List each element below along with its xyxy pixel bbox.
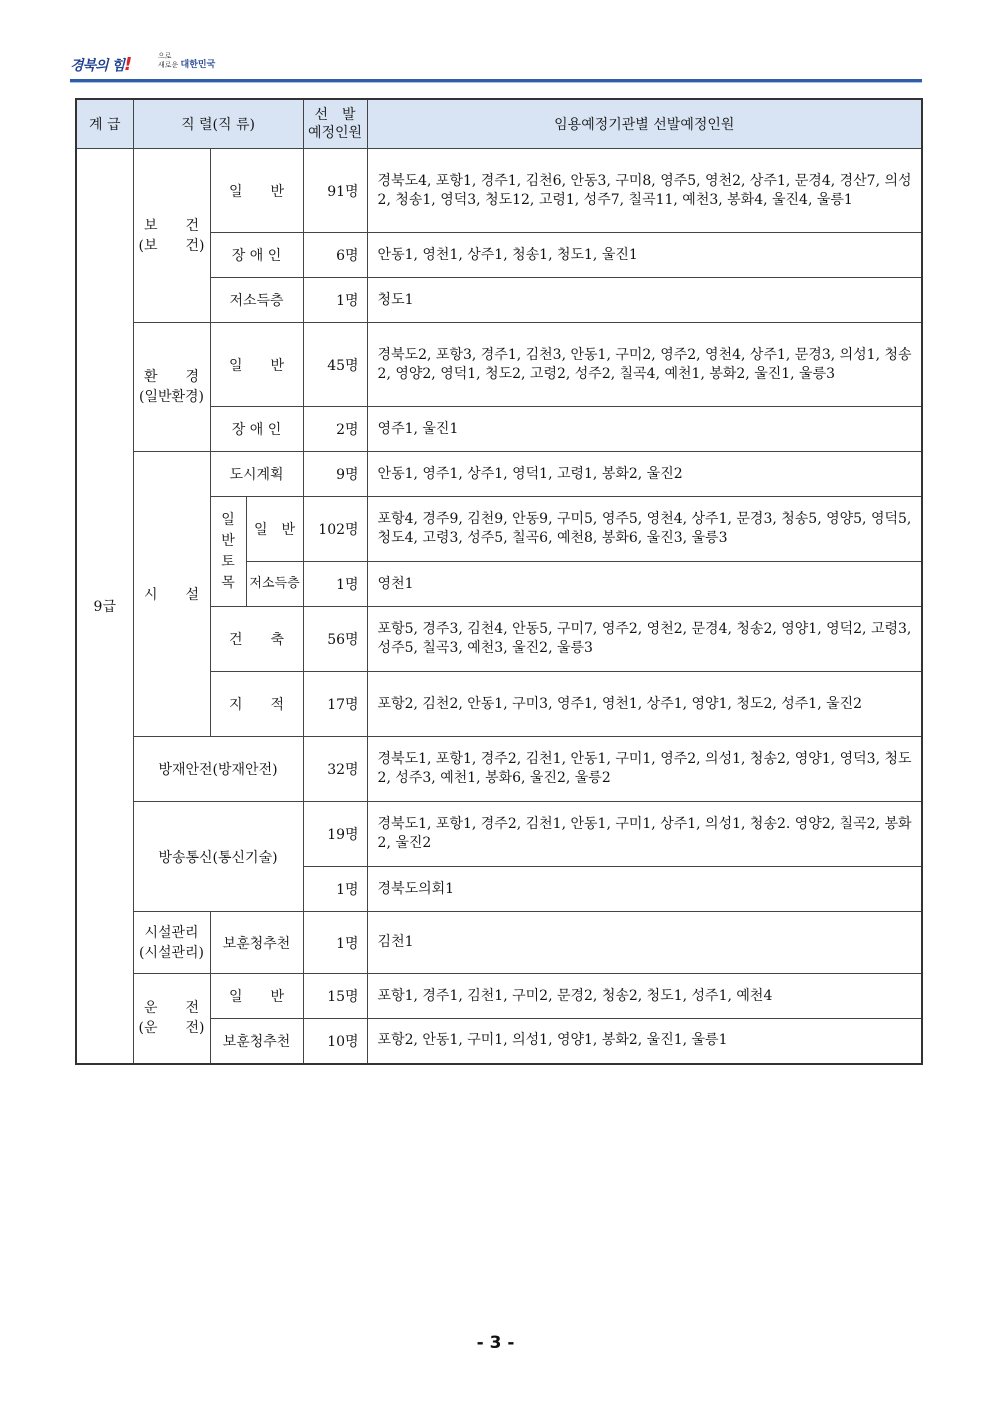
count-cell: 56명 xyxy=(303,607,367,672)
count-cell: 32명 xyxy=(303,737,367,802)
count-cell: 9명 xyxy=(303,452,367,497)
sub-cell: 건 축 xyxy=(210,607,303,672)
agencies-cell: 경북도4, 포항1, 경주1, 김천6, 안동3, 구미8, 영주5, 영천2, 상주1, 문경4, 경산7, 의성2, 청송1, 영덕3, 청도12, 고령1, 성주7, 칠곡11, 예천3, 봉화4, 울진4, 울릉1 xyxy=(367,149,922,233)
table-row xyxy=(76,737,922,802)
sub-cell: 보훈청추천 xyxy=(210,912,303,974)
page-number: - 3 - xyxy=(476,1333,515,1353)
agencies-cell: 안동1, 영주1, 상주1, 영덕1, 고령1, 봉화2, 울진2 xyxy=(367,452,922,497)
agencies-cell: 안동1, 영천1, 상주1, 청송1, 청도1, 울진1 xyxy=(367,233,922,278)
table-row xyxy=(76,802,922,867)
agencies-cell: 포항1, 경주1, 김천1, 구미2, 문경2, 청송2, 청도1, 성주1, 예천4 xyxy=(367,974,922,1019)
count-cell: 15명 xyxy=(303,974,367,1019)
recruitment-table xyxy=(75,98,923,1065)
agencies-cell: 포항2, 안동1, 구미1, 의성1, 영양1, 봉화2, 울진1, 울릉1 xyxy=(367,1019,922,1064)
sub-cell: 일 반 xyxy=(246,497,303,562)
agencies-cell: 김천1 xyxy=(367,912,922,974)
sub-cell: 도시계획 xyxy=(210,452,303,497)
group-unjeon: 운 전 (운 전) xyxy=(133,974,210,1064)
header-count: 선 발 예정인원 xyxy=(303,99,367,149)
agencies-cell: 영주1, 울진1 xyxy=(367,407,922,452)
sub-cell: 일 반 xyxy=(210,974,303,1019)
table-header-row xyxy=(76,99,922,149)
table-row xyxy=(76,149,922,233)
sub-cell: 저소득층 xyxy=(210,278,303,323)
table-row xyxy=(76,974,922,1019)
count-cell: 1명 xyxy=(303,562,367,607)
logo-small: 으로 새로운 대한민국 xyxy=(158,52,216,70)
count-cell: 10명 xyxy=(303,1019,367,1064)
count-cell: 1명 xyxy=(303,278,367,323)
header-agencies: 임용예정기관별 선발예정인원 xyxy=(367,99,922,149)
count-cell: 2명 xyxy=(303,407,367,452)
sub-cell: 일 반 xyxy=(210,149,303,233)
count-cell: 91명 xyxy=(303,149,367,233)
agencies-cell: 경북도1, 포항1, 경주2, 김천1, 안동1, 구미1, 상주1, 의성1, 청송2. 영양2, 칠곡2, 봉화2, 울진2 xyxy=(367,802,922,867)
sub-cell: 장 애 인 xyxy=(210,233,303,278)
header-rule-thin xyxy=(70,82,922,83)
sub-cell: 저소득층 xyxy=(246,562,303,607)
group-hwangyeong: 환 경 (일반환경) xyxy=(133,323,210,452)
sub-cell: 일 반 xyxy=(210,323,303,407)
count-cell: 6명 xyxy=(303,233,367,278)
count-cell: 1명 xyxy=(303,912,367,974)
agencies-cell: 영천1 xyxy=(367,562,922,607)
count-cell: 17명 xyxy=(303,672,367,737)
agencies-cell: 포항5, 경주3, 김천4, 안동5, 구미7, 영주2, 영천2, 문경4, 청송2, 영양1, 영덕2, 고령3, 성주5, 칠곡3, 예천3, 울진2, 울릉3 xyxy=(367,607,922,672)
grade-cell: 9급 xyxy=(76,149,133,1064)
sub-cell: 지 적 xyxy=(210,672,303,737)
group-siseolgwanri: 시설관리 (시설관리) xyxy=(133,912,210,974)
agencies-cell: 포항2, 김천2, 안동1, 구미3, 영주1, 영천1, 상주1, 영양1, 청도2, 성주1, 울진2 xyxy=(367,672,922,737)
group-bogeon: 보 건 (보 건) xyxy=(133,149,210,323)
sub-cell: 장 애 인 xyxy=(210,407,303,452)
count-cell: 102명 xyxy=(303,497,367,562)
header-series: 직 렬(직 류) xyxy=(133,99,303,149)
agencies-cell: 경북도의회1 xyxy=(367,867,922,912)
agencies-cell: 청도1 xyxy=(367,278,922,323)
group-bangjae: 방재안전(방재안전) xyxy=(133,737,303,802)
group-bangsong: 방송통신(통신기술) xyxy=(133,802,303,912)
group-siseol: 시 설 xyxy=(133,452,210,737)
ilban-tomok-cell: 일 반 토 목 xyxy=(210,497,246,607)
table-row xyxy=(76,452,922,497)
count-cell: 1명 xyxy=(303,867,367,912)
table-row xyxy=(76,323,922,407)
table-row xyxy=(76,912,922,974)
header-grade: 계 급 xyxy=(76,99,133,149)
header-logo xyxy=(70,50,290,78)
agencies-cell: 경북도1, 포항1, 경주2, 김천1, 안동1, 구미1, 영주2, 의성1, 청송2, 영양1, 영덕3, 청도2, 성주3, 예천1, 봉화6, 울진2, 울릉2 xyxy=(367,737,922,802)
agencies-cell: 경북도2, 포항3, 경주1, 김천3, 안동1, 구미2, 영주2, 영천4, 상주1, 문경3, 의성1, 청송2, 영양2, 영덕1, 청도2, 고령2, 성주2, 칠곡4, 예천1, 봉화2, 울진1, 울릉3 xyxy=(367,323,922,407)
count-cell: 19명 xyxy=(303,802,367,867)
sub-cell: 보훈청추천 xyxy=(210,1019,303,1064)
agencies-cell: 포항4, 경주9, 김천9, 안동9, 구미5, 영주5, 영천4, 상주1, 문경3, 청송5, 영양5, 영덕5, 청도4, 고령3, 성주5, 칠곡6, 예천8, 봉화6, 울진3, 울릉3 xyxy=(367,497,922,562)
logo-main: 경북의 힘! xyxy=(70,54,132,75)
count-cell: 45명 xyxy=(303,323,367,407)
